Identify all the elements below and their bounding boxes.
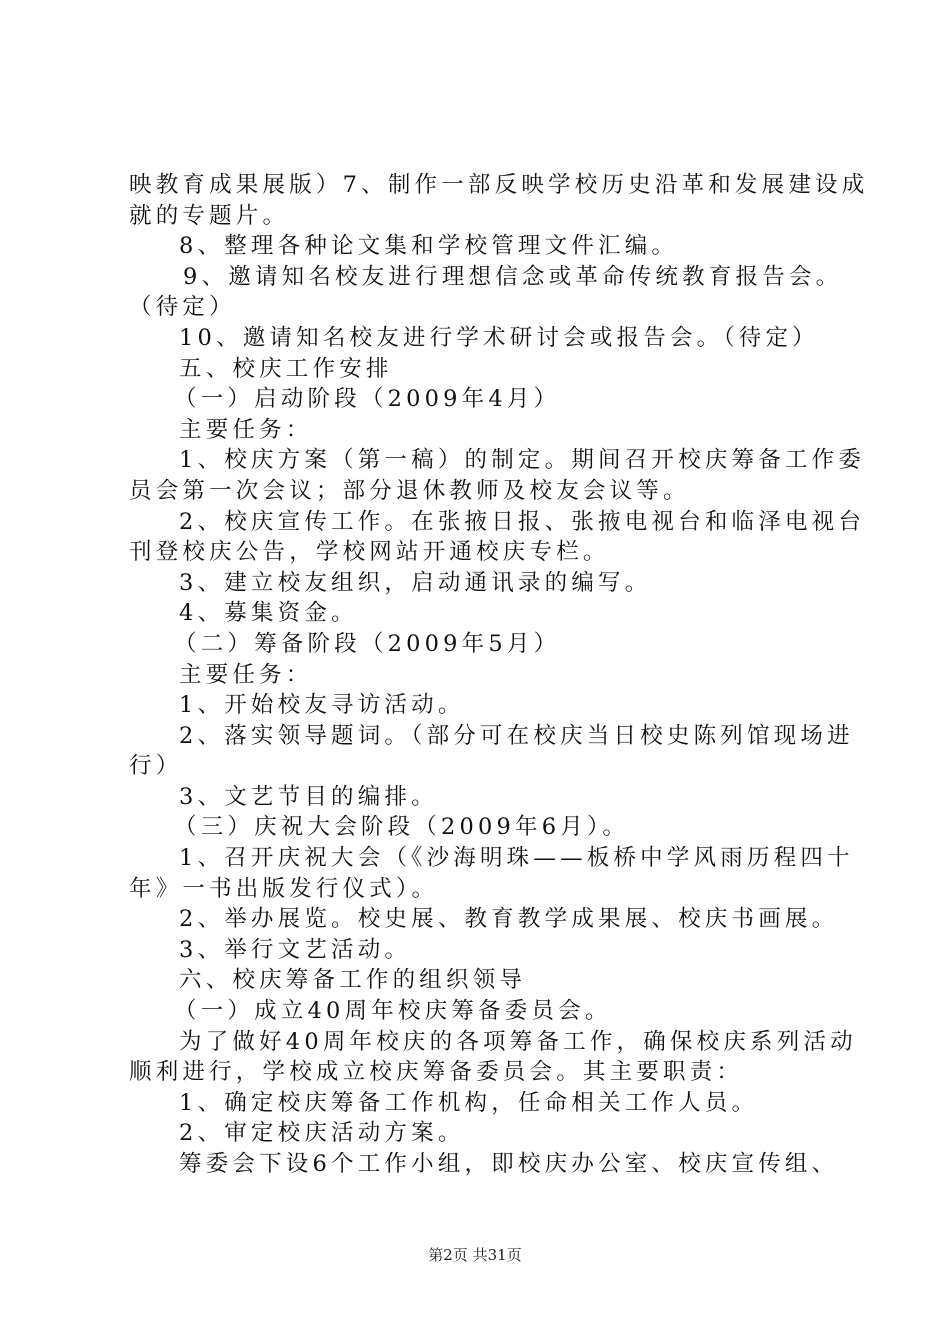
text-line: 年》一书出版发行仪式）。 [129, 875, 439, 902]
text-line: 主要任务： [179, 661, 313, 688]
text-line: 9、邀请知名校友进行理想信念或革命传统教育报告会。 [183, 263, 843, 290]
text-line: 2、举办展览。校史展、教育教学成果展、校庆书画展。 [179, 906, 839, 933]
section-heading: 五、校庆工作安排 [179, 355, 393, 382]
text-line: 3、建立校友组织，启动通讯录的编写。 [179, 569, 652, 596]
text-line: 2、审定校庆活动方案。 [179, 1120, 465, 1147]
text-line: 映教育成果展版）7、制作一部反映学校历史沿革和发展建设成 [129, 172, 869, 198]
subsection-heading: （一）成立40周年校庆筹备委员会。 [174, 998, 612, 1025]
page-number-footer: 第2页 共31页 [428, 1246, 522, 1264]
text-line: 4、募集资金。 [179, 600, 358, 627]
text-line: 员会第一次会议；部分退休教师及校友会议等。 [129, 477, 690, 504]
text-line: 3、举行文艺活动。 [179, 936, 412, 963]
subsection-heading: （二）筹备阶段（2009年5月） [174, 630, 561, 657]
text-line: 1、召开庆祝大会（《沙海明珠——板桥中学风雨历程四十 [179, 845, 854, 872]
text-line: 行） [129, 753, 183, 780]
text-line: 3、文艺节目的编排。 [179, 783, 438, 810]
document-body [129, 170, 869, 1180]
text-line: 筹委会下设6个工作小组，即校庆办公室、校庆宣传组、 [179, 1151, 839, 1177]
subsection-heading: （三）庆祝大会阶段（2009年6月）。 [174, 814, 630, 841]
text-line: 2、校庆宣传工作。在张掖日报、张掖电视台和临泽电视台 [179, 508, 866, 535]
text-line: 1、确定校庆筹备工作机构，任命相关工作人员。 [179, 1089, 759, 1116]
subsection-heading: （一）启动阶段（2009年4月） [174, 386, 561, 413]
text-line: 顺利进行，学校成立校庆筹备委员会。其主要职责： [129, 1059, 744, 1086]
text-line: 刊登校庆公告，学校网站开通校庆专栏。 [129, 539, 610, 566]
text-line: 为了做好40周年校庆的各项筹备工作，确保校庆系列活动 [179, 1028, 857, 1055]
text-line: 1、校庆方案（第一稿）的制定。期间召开校庆筹备工作委 [179, 447, 866, 474]
text-line: （待定） [129, 294, 236, 321]
text-line: 8、整理各种论文集和学校管理文件汇编。 [179, 233, 679, 260]
text-line: 2、落实领导题词。（部分可在校庆当日校史陈列馆现场进 [179, 722, 854, 749]
text-line: 10、邀请知名校友进行学术研讨会或报告会。（待定） [179, 324, 819, 351]
text-line: 主要任务： [179, 416, 313, 443]
text-line: 就的专题片。 [129, 202, 290, 229]
section-heading: 六、校庆筹备工作的组织领导 [179, 967, 527, 994]
text-line: 1、开始校友寻访活动。 [179, 692, 465, 719]
